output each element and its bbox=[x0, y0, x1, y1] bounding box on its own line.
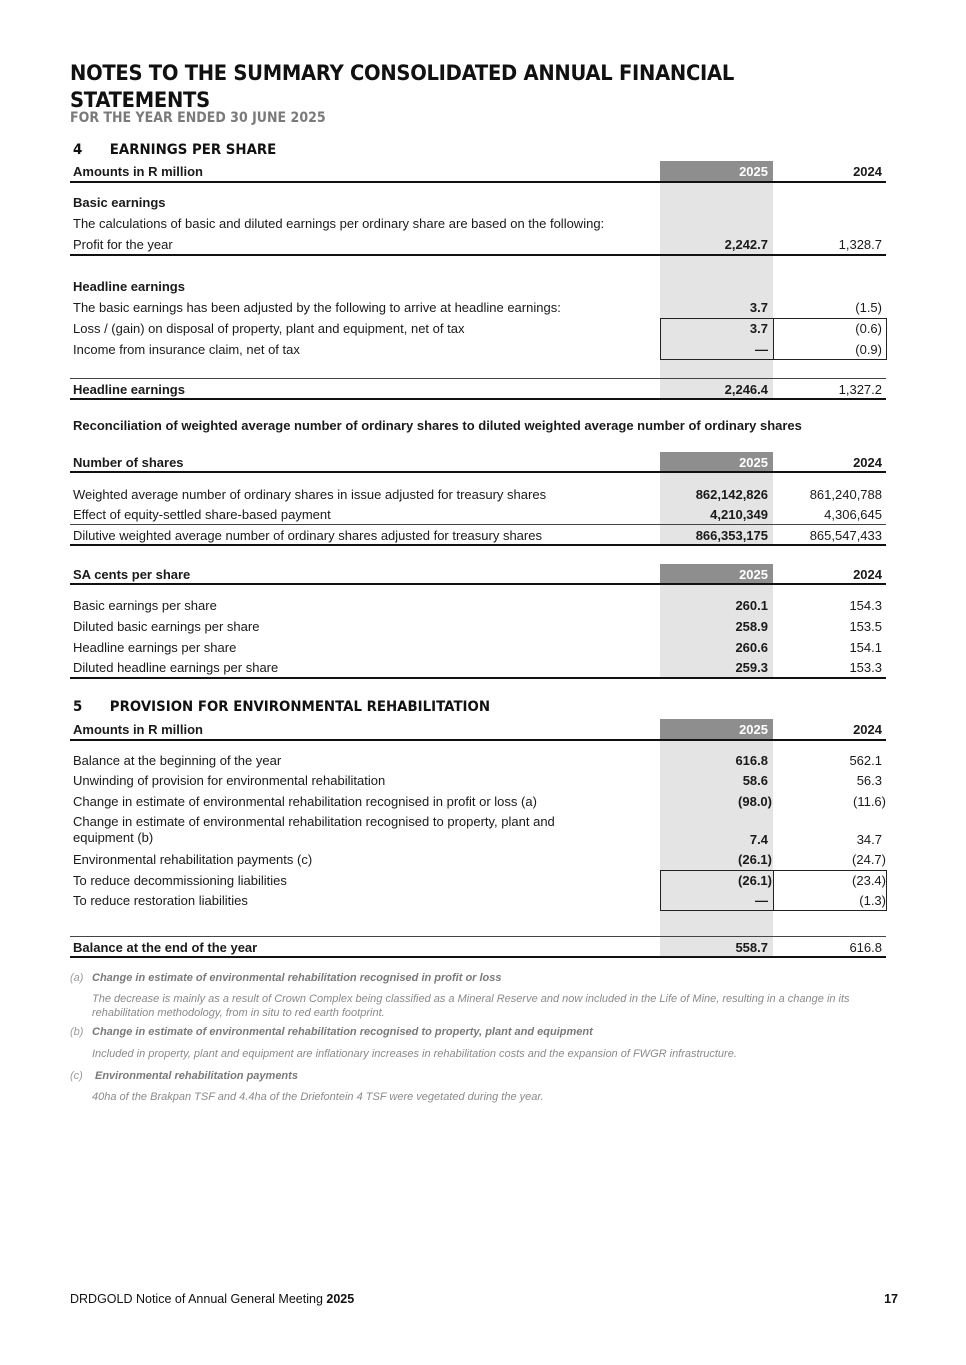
row-label: Headline earnings per share bbox=[73, 640, 237, 655]
value-2025: 4,210,349 bbox=[710, 507, 768, 522]
row-label: Balance at the beginning of the year bbox=[73, 753, 282, 768]
value-2025: 259.3 bbox=[735, 660, 768, 675]
table-row bbox=[70, 791, 886, 812]
row-label: The calculations of basic and diluted earnings per ordinary share are based on the following: bbox=[73, 216, 605, 231]
value-2025: (26.1) bbox=[738, 852, 772, 867]
table-row bbox=[70, 750, 886, 771]
row-label: Effect of equity-settled share-based payment bbox=[73, 507, 331, 522]
value-2025: 558.7 bbox=[735, 940, 768, 955]
value-2024: 154.1 bbox=[849, 640, 882, 655]
table-row-loss-disposal bbox=[70, 318, 886, 339]
row-label: Balance at the end of the year bbox=[73, 940, 258, 955]
section-number: 5 bbox=[73, 699, 83, 715]
page-number: 17 bbox=[884, 1292, 898, 1306]
footnote-title: Change in estimate of environmental rehabilitation recognised in profit or loss bbox=[92, 972, 502, 984]
publication-year: 2025 bbox=[326, 1292, 355, 1306]
row-rule bbox=[70, 254, 886, 256]
value-2024: 616.8 bbox=[849, 940, 882, 955]
page-title: NOTES TO THE SUMMARY CONSOLIDATED ANNUAL FINANCIAL STATEMENTS bbox=[70, 61, 735, 112]
total-bottom-rule bbox=[70, 677, 886, 679]
column-header-2024: 2024 bbox=[853, 455, 882, 470]
value-2024: 865,547,433 bbox=[809, 528, 882, 543]
footnote-marker: (a) bbox=[70, 972, 84, 984]
value-2024: 153.5 bbox=[849, 619, 882, 634]
table-row bbox=[70, 504, 886, 525]
column-header-2025: 2025 bbox=[739, 722, 768, 737]
total-bottom-rule bbox=[70, 398, 886, 400]
row-label: Headline earnings bbox=[73, 382, 185, 397]
footnote-title: Environmental rehabilitation payments bbox=[95, 1070, 298, 1082]
value-2024: 4,306,645 bbox=[824, 507, 882, 522]
table-row bbox=[70, 616, 886, 637]
row-label: Dilutive weighted average number of ordinary shares adjusted for treasury shares bbox=[73, 528, 542, 543]
reconciliation-heading bbox=[70, 415, 886, 436]
value-2025: 3.7 bbox=[749, 300, 768, 315]
value-2025: 260.6 bbox=[735, 640, 768, 655]
value-2025: 866,353,175 bbox=[695, 528, 768, 543]
table-row bbox=[70, 849, 886, 870]
row-label: Profit for the year bbox=[73, 237, 173, 252]
value-2024: (11.6) bbox=[853, 794, 886, 809]
row-label: Weighted average number of ordinary shares in issue adjusted for treasury shares bbox=[73, 487, 547, 502]
table-row bbox=[70, 595, 886, 616]
header-rule bbox=[70, 739, 886, 741]
footnote-text: Included in property, plant and equipment are inflationary increases in rehabilitation costs and the expansion of FWGR infrastructure. bbox=[92, 1048, 737, 1060]
value-2025: — bbox=[755, 342, 768, 357]
row-label: Basic earnings bbox=[73, 195, 166, 210]
value-2025: 58.6 bbox=[742, 773, 768, 788]
footnote-text: 40ha of the Brakpan TSF and 4.4ha of the Driefontein 4 TSF were vegetated during the year. bbox=[92, 1091, 544, 1103]
value-2024: 153.3 bbox=[849, 660, 882, 675]
row-label: To reduce restoration liabilities bbox=[73, 893, 248, 908]
value-2024: 861,240,788 bbox=[809, 487, 882, 502]
value-2024: (23.4) bbox=[852, 873, 886, 888]
table-row-adjusted bbox=[70, 297, 886, 318]
value-2024: 34.7 bbox=[856, 832, 882, 847]
table-row bbox=[70, 870, 886, 891]
table-row bbox=[70, 484, 886, 505]
value-2025: 260.1 bbox=[735, 598, 768, 613]
section-5-heading bbox=[73, 699, 490, 715]
page-subtitle: FOR THE YEAR ENDED 30 JUNE 2025 bbox=[70, 110, 326, 126]
row-label: Basic earnings per share bbox=[73, 598, 217, 613]
row-label: Change in estimate of environmental rehabilitation recognised in profit or loss (a) bbox=[73, 794, 537, 809]
value-2024: (0.9) bbox=[855, 342, 882, 357]
table-row bbox=[70, 890, 886, 911]
table-header-row bbox=[70, 452, 886, 473]
value-2024: 154.3 bbox=[849, 598, 882, 613]
value-2025: 616.8 bbox=[735, 753, 768, 768]
subheading-headline-earnings bbox=[70, 276, 886, 297]
row-label: Change in estimate of environmental rehabilitation recognised to property, plant and equipment (b) bbox=[73, 814, 555, 845]
value-2025: 2,246.4 bbox=[724, 382, 768, 397]
value-2025: 7.4 bbox=[749, 832, 768, 847]
section-title: PROVISION FOR ENVIRONMENTAL REHABILITATION bbox=[109, 699, 491, 715]
value-2025: (98.0) bbox=[738, 794, 772, 809]
column-header-label: Number of shares bbox=[73, 455, 184, 470]
value-2024: (1.5) bbox=[855, 300, 882, 315]
row-label: Headline earnings bbox=[73, 279, 185, 294]
value-2024: 1,328.7 bbox=[838, 237, 882, 252]
footnote-marker: (b) bbox=[70, 1026, 84, 1038]
row-label: The basic earnings has been adjusted by the following to arrive at headline earnings: bbox=[73, 300, 561, 315]
table-row bbox=[70, 770, 886, 791]
header-rule bbox=[70, 583, 886, 585]
column-header-label: SA cents per share bbox=[73, 567, 191, 582]
table-header-row bbox=[70, 564, 886, 585]
table-row-total bbox=[70, 937, 886, 958]
value-2024: (24.7) bbox=[852, 852, 886, 867]
section-number: 4 bbox=[73, 142, 83, 158]
column-header-2024: 2024 bbox=[853, 164, 882, 179]
row-label: Environmental rehabilitation payments (c) bbox=[73, 852, 313, 867]
row-label: Diluted headline earnings per share bbox=[73, 660, 279, 675]
value-2024: 56.3 bbox=[856, 773, 882, 788]
value-2025: 3.7 bbox=[749, 321, 768, 336]
subheading-basic-earnings bbox=[70, 192, 886, 213]
value-2025: 862,142,826 bbox=[695, 487, 768, 502]
value-2025: — bbox=[755, 893, 768, 908]
table-row bbox=[70, 657, 886, 678]
column-header-2024: 2024 bbox=[853, 567, 882, 582]
column-header-2025: 2025 bbox=[739, 455, 768, 470]
total-bottom-rule bbox=[70, 956, 886, 958]
column-header-2024: 2024 bbox=[853, 722, 882, 737]
column-header-2025: 2025 bbox=[739, 164, 768, 179]
row-label: To reduce decommissioning liabilities bbox=[73, 873, 287, 888]
row-label: Diluted basic earnings per share bbox=[73, 619, 260, 634]
row-label: Income from insurance claim, net of tax bbox=[73, 342, 300, 357]
row-label: Reconciliation of weighted average number of ordinary shares to diluted weighted average number of ordinary shares bbox=[73, 418, 802, 433]
table-row bbox=[70, 812, 886, 850]
value-2024: 562.1 bbox=[849, 753, 882, 768]
footnote-title: Change in estimate of environmental rehabilitation recognised to property, plant and equipment bbox=[92, 1026, 593, 1038]
header-rule bbox=[70, 181, 886, 183]
row-label: Unwinding of provision for environmental rehabilitation bbox=[73, 773, 386, 788]
footer-publication bbox=[70, 1292, 354, 1306]
basic-description-row bbox=[70, 213, 886, 234]
footnote-marker: (c) bbox=[70, 1070, 83, 1082]
value-2025: (26.1) bbox=[738, 873, 772, 888]
table-row-profit bbox=[70, 234, 886, 255]
publication-name: DRDGOLD Notice of Annual General Meeting bbox=[70, 1292, 323, 1306]
footnote-text: The decrease is mainly as a result of Crown Complex being classified as a Mineral Reserve and now included in the Life of Mine, resulting in a change in its rehabilitation methodology, from in situ to red earth footprint. bbox=[92, 993, 850, 1019]
table-header-row bbox=[70, 161, 886, 182]
table-header-row bbox=[70, 719, 886, 740]
column-header-2025: 2025 bbox=[739, 567, 768, 582]
table-row bbox=[70, 525, 886, 546]
column-header-label: Amounts in R million bbox=[73, 164, 203, 179]
table-row bbox=[70, 637, 886, 658]
value-2024: (1.3) bbox=[859, 893, 886, 908]
value-2025: 258.9 bbox=[735, 619, 768, 634]
value-2025: 2,242.7 bbox=[724, 237, 768, 252]
table-row-insurance bbox=[70, 339, 886, 360]
value-2024: 1,327.2 bbox=[838, 382, 882, 397]
column-header-label: Amounts in R million bbox=[73, 722, 203, 737]
row-label: Loss / (gain) on disposal of property, plant and equipment, net of tax bbox=[73, 321, 465, 336]
table-row-headline-total bbox=[70, 379, 886, 400]
total-bottom-rule bbox=[70, 544, 886, 546]
header-rule bbox=[70, 471, 886, 473]
section-4-heading bbox=[73, 142, 276, 158]
section-title: EARNINGS PER SHARE bbox=[109, 142, 277, 158]
value-2024: (0.6) bbox=[855, 321, 882, 336]
